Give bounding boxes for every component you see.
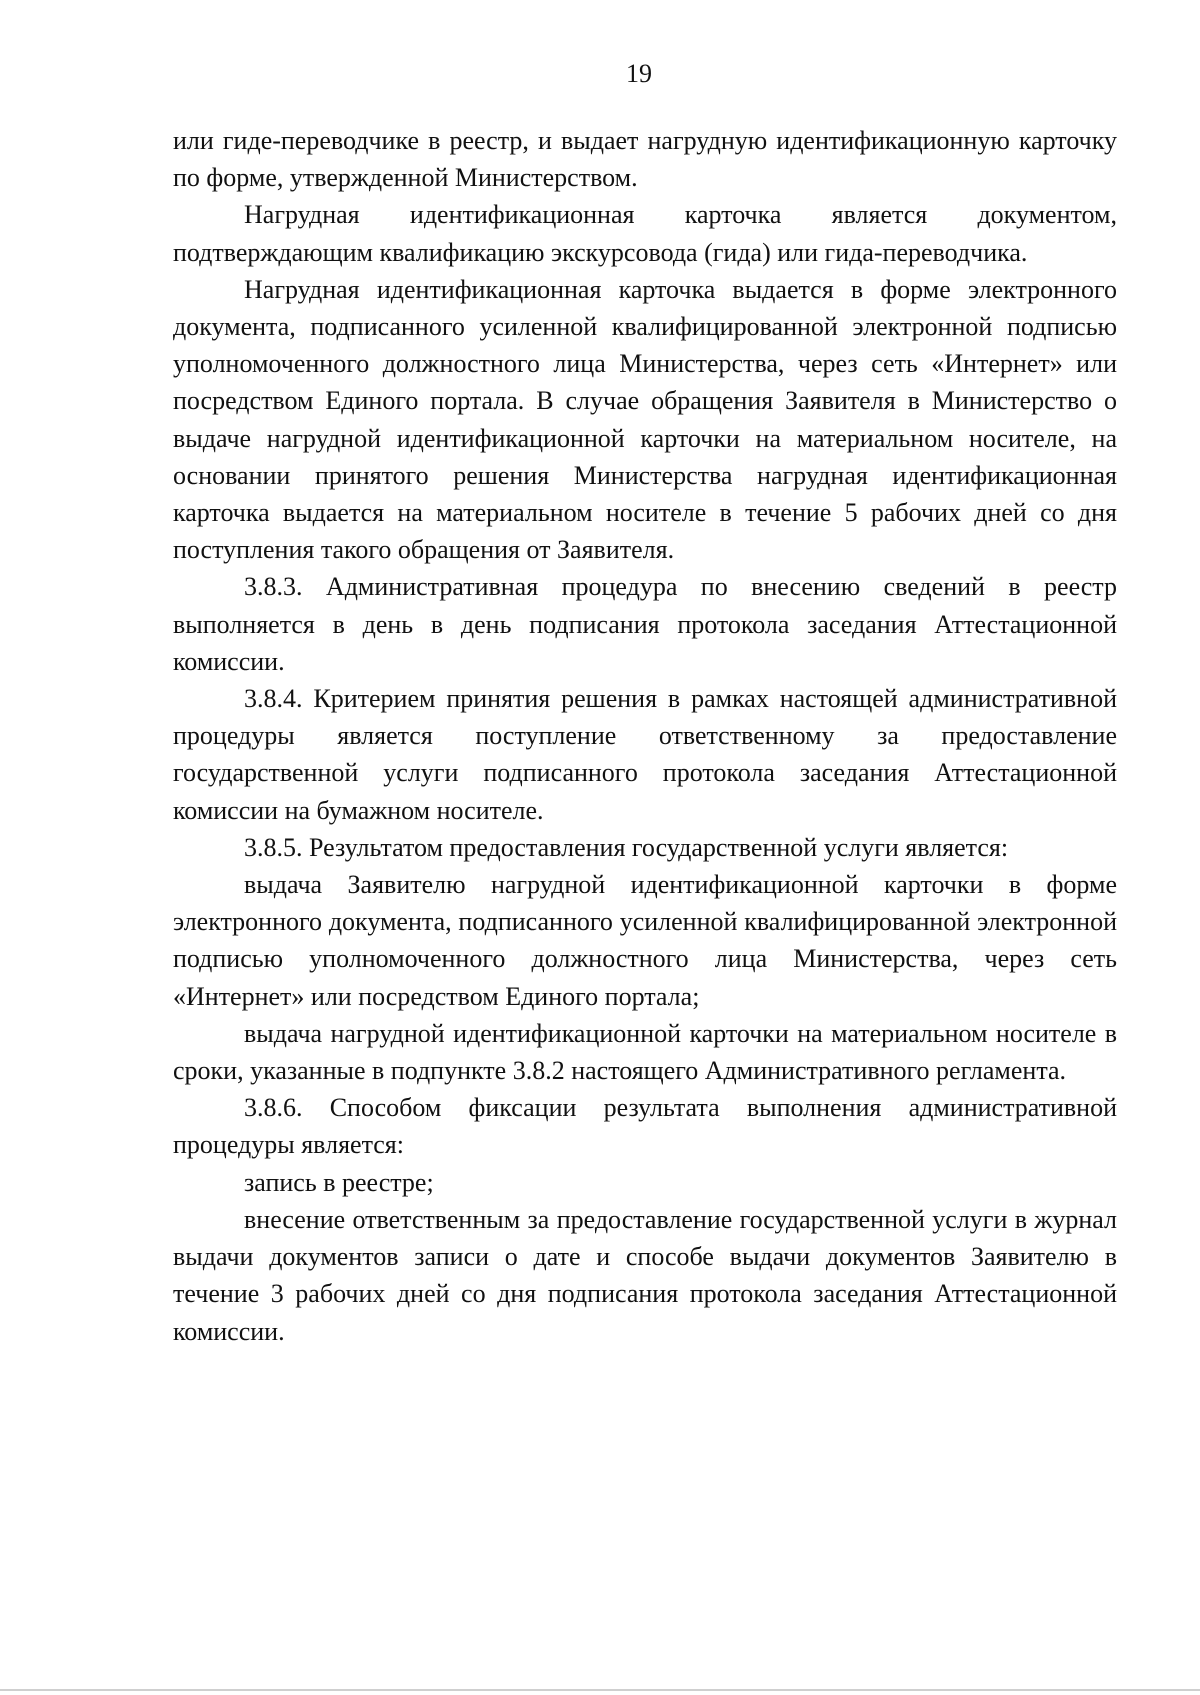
page-number-container xyxy=(0,56,1200,92)
page-number: 19 xyxy=(626,59,652,88)
page-bottom-edge xyxy=(0,1689,1200,1691)
paragraph-continuation: или гиде-переводчике в реестр, и выдает нагрудную идентификационную карточку по форме, утвержденной Министерством. xyxy=(173,126,1117,193)
paragraph-3-8-5: 3.8.5. Результатом предоставления государственной услуги является: xyxy=(244,832,1009,862)
paragraph-badge-issuance: Нагрудная идентификационная карточка выдается в форме электронного документа, подписанного усиленной квалифицированной электронной подписью уполномоченного должностного лица Министерства, через сеть «Интернет» или посредством Единого портала. В случае обращения Заявителя в Министерство о выдаче нагрудной идентификационной карточки на материальном носителе, на основании принятого решения Министерства нагрудная идентификационная карточка выдается на материальном носителе в течение 5 рабочих дней со дня поступления такого обращения от Заявителя. xyxy=(173,274,1117,565)
paragraph-registry-entry: запись в реестре; xyxy=(244,1167,434,1197)
paragraph-journal-entry: внесение ответственным за предоставление государственной услуги в журнал выдачи документов записи о дате и способе выдачи документов Заявителю в течение 3 рабочих дней со дня подписания протокола заседания Аттестационной комиссии. xyxy=(173,1204,1117,1346)
paragraph-badge-definition: Нагрудная идентификационная карточка является документом, подтверждающим квалификацию экскурсовода (гида) или гида-переводчика. xyxy=(173,200,1117,267)
paragraph-3-8-6: 3.8.6. Способом фиксации результата выполнения административной процедуры является: xyxy=(173,1093,1117,1160)
paragraph-result-electronic: выдача Заявителю нагрудной идентификационной карточки в форме электронного документа, подписанного усиленной квалифицированной электронной подписью уполномоченного должностного лица Министерства, через сеть «Интернет» или посредством Единого портала; xyxy=(173,870,1117,1011)
paragraph-3-8-3: 3.8.3. Административная процедура по внесению сведений в реестр выполняется в день в день подписания протокола заседания Аттестационной комиссии. xyxy=(173,572,1117,676)
document-body xyxy=(173,122,1117,1350)
paragraph-3-8-4: 3.8.4. Критерием принятия решения в рамках настоящей административной процедуры является поступление ответственному за предоставление государственной услуги подписанного протокола заседания Аттестационной комиссии на бумажном носителе. xyxy=(173,684,1117,825)
paragraph-result-material: выдача нагрудной идентификационной карточки на материальном носителе в сроки, указанные в подпункте 3.8.2 настоящего Административного регламента. xyxy=(173,1018,1117,1086)
